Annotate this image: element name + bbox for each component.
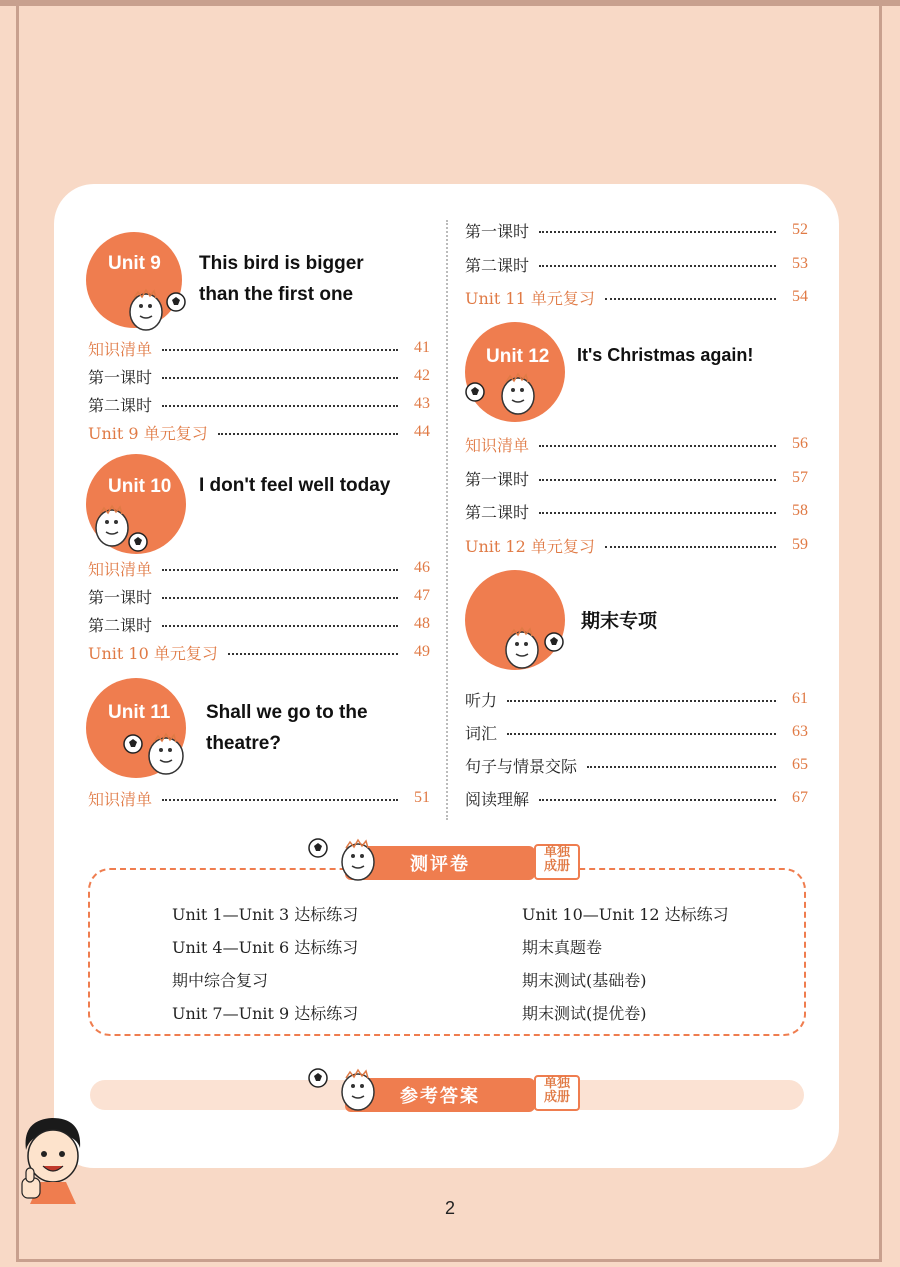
- toc-entry-label: 第一课时: [88, 367, 153, 387]
- toc-entry[interactable]: [88, 612, 430, 636]
- unit10-label: Unit 10: [108, 476, 172, 497]
- dinosaur-mascot-icon: [306, 1064, 380, 1116]
- evaluation-banner-tag: [534, 844, 580, 880]
- toc-entry-page: 54: [792, 288, 808, 305]
- evaluation-item[interactable]: Unit 4—Unit 6 达标练习: [172, 938, 359, 957]
- toc-entry-label: 知识清单: [465, 435, 530, 455]
- toc-entry[interactable]: [465, 499, 808, 523]
- evaluation-item[interactable]: 期末测试(基础卷): [522, 971, 647, 990]
- dinosaur-mascot-icon: [86, 500, 156, 554]
- toc-entry-page: 46: [414, 559, 430, 576]
- tag-line1: 单独: [543, 1076, 570, 1091]
- toc-entry-page: 42: [414, 367, 430, 384]
- column-divider: [446, 220, 448, 820]
- toc-entry[interactable]: [88, 364, 430, 388]
- toc-entry-page: 52: [792, 221, 808, 238]
- answers-banner[interactable]: 参考答案: [345, 1078, 535, 1112]
- toc-entry-page: 41: [414, 339, 430, 356]
- toc-entry[interactable]: [465, 285, 808, 309]
- toc-entry-label: 句子与情景交际: [465, 756, 578, 776]
- answers-banner-tag: [534, 1075, 580, 1111]
- toc-entry[interactable]: [88, 640, 430, 664]
- unit11-title: [206, 697, 368, 759]
- toc-entry[interactable]: [88, 336, 430, 360]
- page-number: 2: [444, 1198, 455, 1218]
- toc-entry-label: Unit 11 单元复习: [465, 288, 595, 308]
- dinosaur-mascot-icon: [306, 834, 380, 886]
- tag-line2: 成册: [543, 1090, 570, 1105]
- toc-entry[interactable]: [465, 786, 808, 810]
- evaluation-item[interactable]: Unit 10—Unit 12 达标练习: [522, 905, 729, 924]
- toc-entry[interactable]: [88, 556, 430, 580]
- toc-entry[interactable]: [88, 584, 430, 608]
- final-title: 期末专项: [581, 610, 658, 632]
- unit9-title-line1: This bird is bigger: [199, 253, 364, 274]
- unit9-label: Unit 9: [108, 253, 161, 274]
- toc-entry[interactable]: [88, 392, 430, 416]
- toc-entry-label: 知识清单: [88, 339, 153, 359]
- toc-entry-label: 词汇: [465, 723, 498, 743]
- toc-entry-page: 44: [414, 423, 430, 440]
- toc-entry-label: 知识清单: [88, 789, 153, 809]
- evaluation-item[interactable]: Unit 7—Unit 9 达标练习: [172, 1004, 359, 1023]
- toc-entry-label: 第二课时: [465, 255, 530, 275]
- unit11-title-line2: theatre?: [206, 733, 281, 754]
- toc-entry-label: 第二课时: [88, 395, 153, 415]
- toc-entry[interactable]: [465, 218, 808, 242]
- unit11-label: Unit 11: [108, 702, 171, 723]
- toc-entry-page: 59: [792, 536, 808, 553]
- toc-entry-page: 49: [414, 643, 430, 660]
- unit12-title: It's Christmas again!: [577, 345, 754, 365]
- toc-entry[interactable]: [465, 753, 808, 777]
- unit11-title-line1: Shall we go to the: [206, 702, 368, 723]
- toc-entry-label: 阅读理解: [465, 789, 530, 809]
- toc-entry-label: 听力: [465, 690, 498, 710]
- toc-entry-page: 58: [792, 502, 808, 519]
- toc-entry-label: 第一课时: [88, 587, 153, 607]
- toc-entry-page: 51: [414, 789, 430, 806]
- unit12-label: Unit 12: [486, 346, 550, 367]
- evaluation-item[interactable]: 期末真题卷: [522, 938, 603, 957]
- toc-entry-label: Unit 9 单元复习: [88, 423, 208, 443]
- toc-entry[interactable]: [465, 252, 808, 276]
- toc-entry-label: 第二课时: [465, 502, 530, 522]
- toc-entry-label: Unit 10 单元复习: [88, 643, 218, 663]
- dinosaur-mascot-icon: [462, 370, 542, 426]
- evaluation-banner: 测评卷: [345, 846, 535, 880]
- dinosaur-mascot-icon: [120, 282, 190, 336]
- toc-entry-label: 第一课时: [465, 221, 530, 241]
- unit9-title: [199, 248, 364, 310]
- toc-entry-page: 65: [792, 756, 808, 773]
- toc-entry[interactable]: [88, 420, 430, 444]
- tag-line1: 单独: [543, 845, 570, 860]
- tag-line2: 成册: [543, 859, 570, 874]
- toc-entry-label: Unit 12 单元复习: [465, 536, 595, 556]
- toc-entry-page: 56: [792, 435, 808, 452]
- unit9-title-line2: than the first one: [199, 284, 354, 305]
- toc-entry-label: 第二课时: [88, 615, 153, 635]
- toc-entry-page: 47: [414, 587, 430, 604]
- evaluation-item[interactable]: Unit 1—Unit 3 达标练习: [172, 905, 359, 924]
- boy-thumbs-up-icon: [16, 1110, 90, 1206]
- dinosaur-mascot-icon: [498, 622, 568, 676]
- dinosaur-mascot-icon: [120, 728, 198, 784]
- toc-entry[interactable]: [88, 786, 430, 810]
- toc-entry[interactable]: [465, 466, 808, 490]
- toc-entry[interactable]: [465, 432, 808, 456]
- toc-entry-page: 67: [792, 789, 808, 806]
- toc-entry-page: 43: [414, 395, 430, 412]
- toc-entry-page: 61: [792, 690, 808, 707]
- toc-entry-page: 63: [792, 723, 808, 740]
- evaluation-item[interactable]: 期中综合复习: [172, 971, 269, 990]
- toc-entry-page: 53: [792, 255, 808, 272]
- toc-entry-label: 第一课时: [465, 469, 530, 489]
- unit10-title: I don't feel well today: [199, 475, 391, 496]
- toc-entry-label: 知识清单: [88, 559, 153, 579]
- toc-entry-page: 57: [792, 469, 808, 486]
- toc-entry[interactable]: [465, 533, 808, 557]
- evaluation-item[interactable]: 期末测试(提优卷): [522, 1004, 647, 1023]
- toc-entry[interactable]: [465, 687, 808, 711]
- toc-entry[interactable]: [465, 720, 808, 744]
- toc-entry-page: 48: [414, 615, 430, 632]
